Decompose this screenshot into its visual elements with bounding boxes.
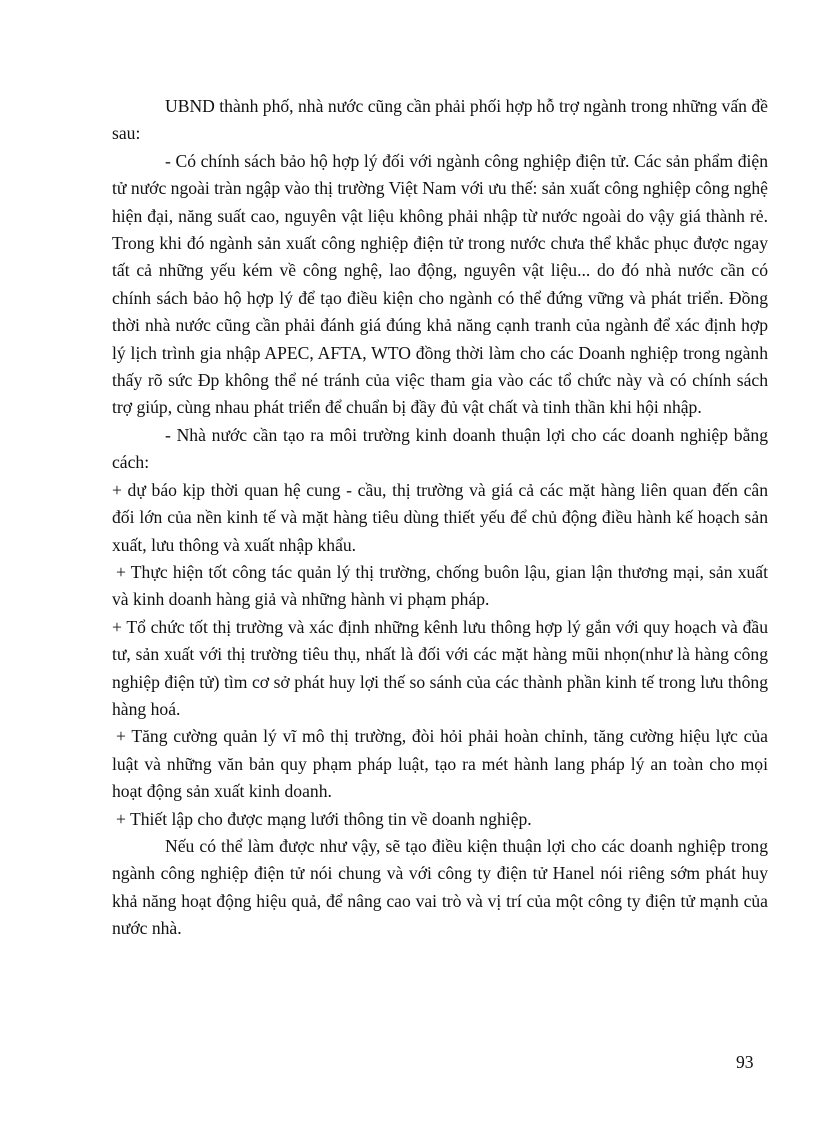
forecast-item: + dự báo kịp thời quan hệ cung - cầu, thị trường và giá cả các mặt hàng liên quan đến cân đối lớn của nền kinh tế và mặt hàng tiêu dùng thiết yếu để chủ động điều hành kế hoạch sản xuất, lưu thông và xuất nhập khẩu. xyxy=(112,479,768,555)
macro-management-item: + Tăng cường quản lý vĩ mô thị trường, đòi hỏi phải hoàn chỉnh, tăng cường hiệu lực của luật và những văn bản quy phạm pháp luật, tạo ra mét hành lang pháp lý an toàn cho mọi hoạt động sản xuất kinh doanh. xyxy=(112,726,768,802)
information-network-item: + Thiết lập cho được mạng lưới thông tin về doanh nghiệp. xyxy=(116,808,532,829)
page-number: 93 xyxy=(736,1052,754,1072)
document-body xyxy=(112,93,768,943)
market-management-item: + Thực hiện tốt công tác quản lý thị trường, chống buôn lậu, gian lận thương mại, sản xuất và kinh doanh hàng giả và những hành vi phạm pháp. xyxy=(112,561,768,610)
business-environment-paragraph: - Nhà nước cần tạo ra môi trường kinh doanh thuận lợi cho các doanh nghiệp bằng cách: xyxy=(112,424,768,473)
market-organization-item: + Tổ chức tốt thị trường và xác định những kênh lưu thông hợp lý gắn với quy hoạch và đầu tư, sản xuất với thị trường tiêu thụ, nhất là đối với các mặt hàng mũi nhọn(như là hàng công nghiệp điện tử) tìm cơ sở phát huy lợi thế so sánh của các thành phần kinh tế trong lưu thông hàng hoá. xyxy=(112,616,768,719)
protection-policy-paragraph: - Có chính sách bảo hộ hợp lý đối với ngành công nghiệp điện tử. Các sản phẩm điện tử nước ngoài tràn ngập vào thị trường Việt Nam với ưu thế: sản xuất công nghiệp công nghệ hiện đại, năng suất cao, nguyên vật liệu không phải nhập từ nước ngoài do vậy giá thành rẻ. Trong khi đó ngành sản xuất công nghiệp điện tử trong nước chưa thể khắc phục được ngay tất cả những yếu kém về công nghệ, lao động, nguyên vật liệu... do đó nhà nước cần có chính sách bảo hộ hợp lý để tạo điều kiện cho ngành có thể đứng vững và phát triển. Đồng thời nhà nước cũng cần phải đánh giá đúng khả năng cạnh tranh của ngành để xác định hợp lý lịch trình gia nhập APEC, AFTA, WTO đồng thời làm cho các Doanh nghiệp trong ngành thấy rõ sức Ðp không thể né tránh của việc tham gia vào các tổ chức này và có chính sách trợ giúp, cùng nhau phát triển để chuẩn bị đầy đủ vật chất và tinh thần khi hội nhập. xyxy=(112,150,768,418)
intro-paragraph: UBND thành phố, nhà nước cũng cần phải phối hợp hỗ trợ ngành trong những vấn đề sau: xyxy=(112,96,768,144)
conclusion-paragraph: Nếu có thể làm được như vậy, sẽ tạo điều kiện thuận lợi cho các doanh nghiệp trong ngành công nghiệp điện tử nói chung và với công ty điện tử Hanel nói riêng sớm phát huy khả năng hoạt động hiệu quả, để nâng cao vai trò và vị trí của một công ty điện tử mạnh của nước nhà. xyxy=(112,835,768,939)
